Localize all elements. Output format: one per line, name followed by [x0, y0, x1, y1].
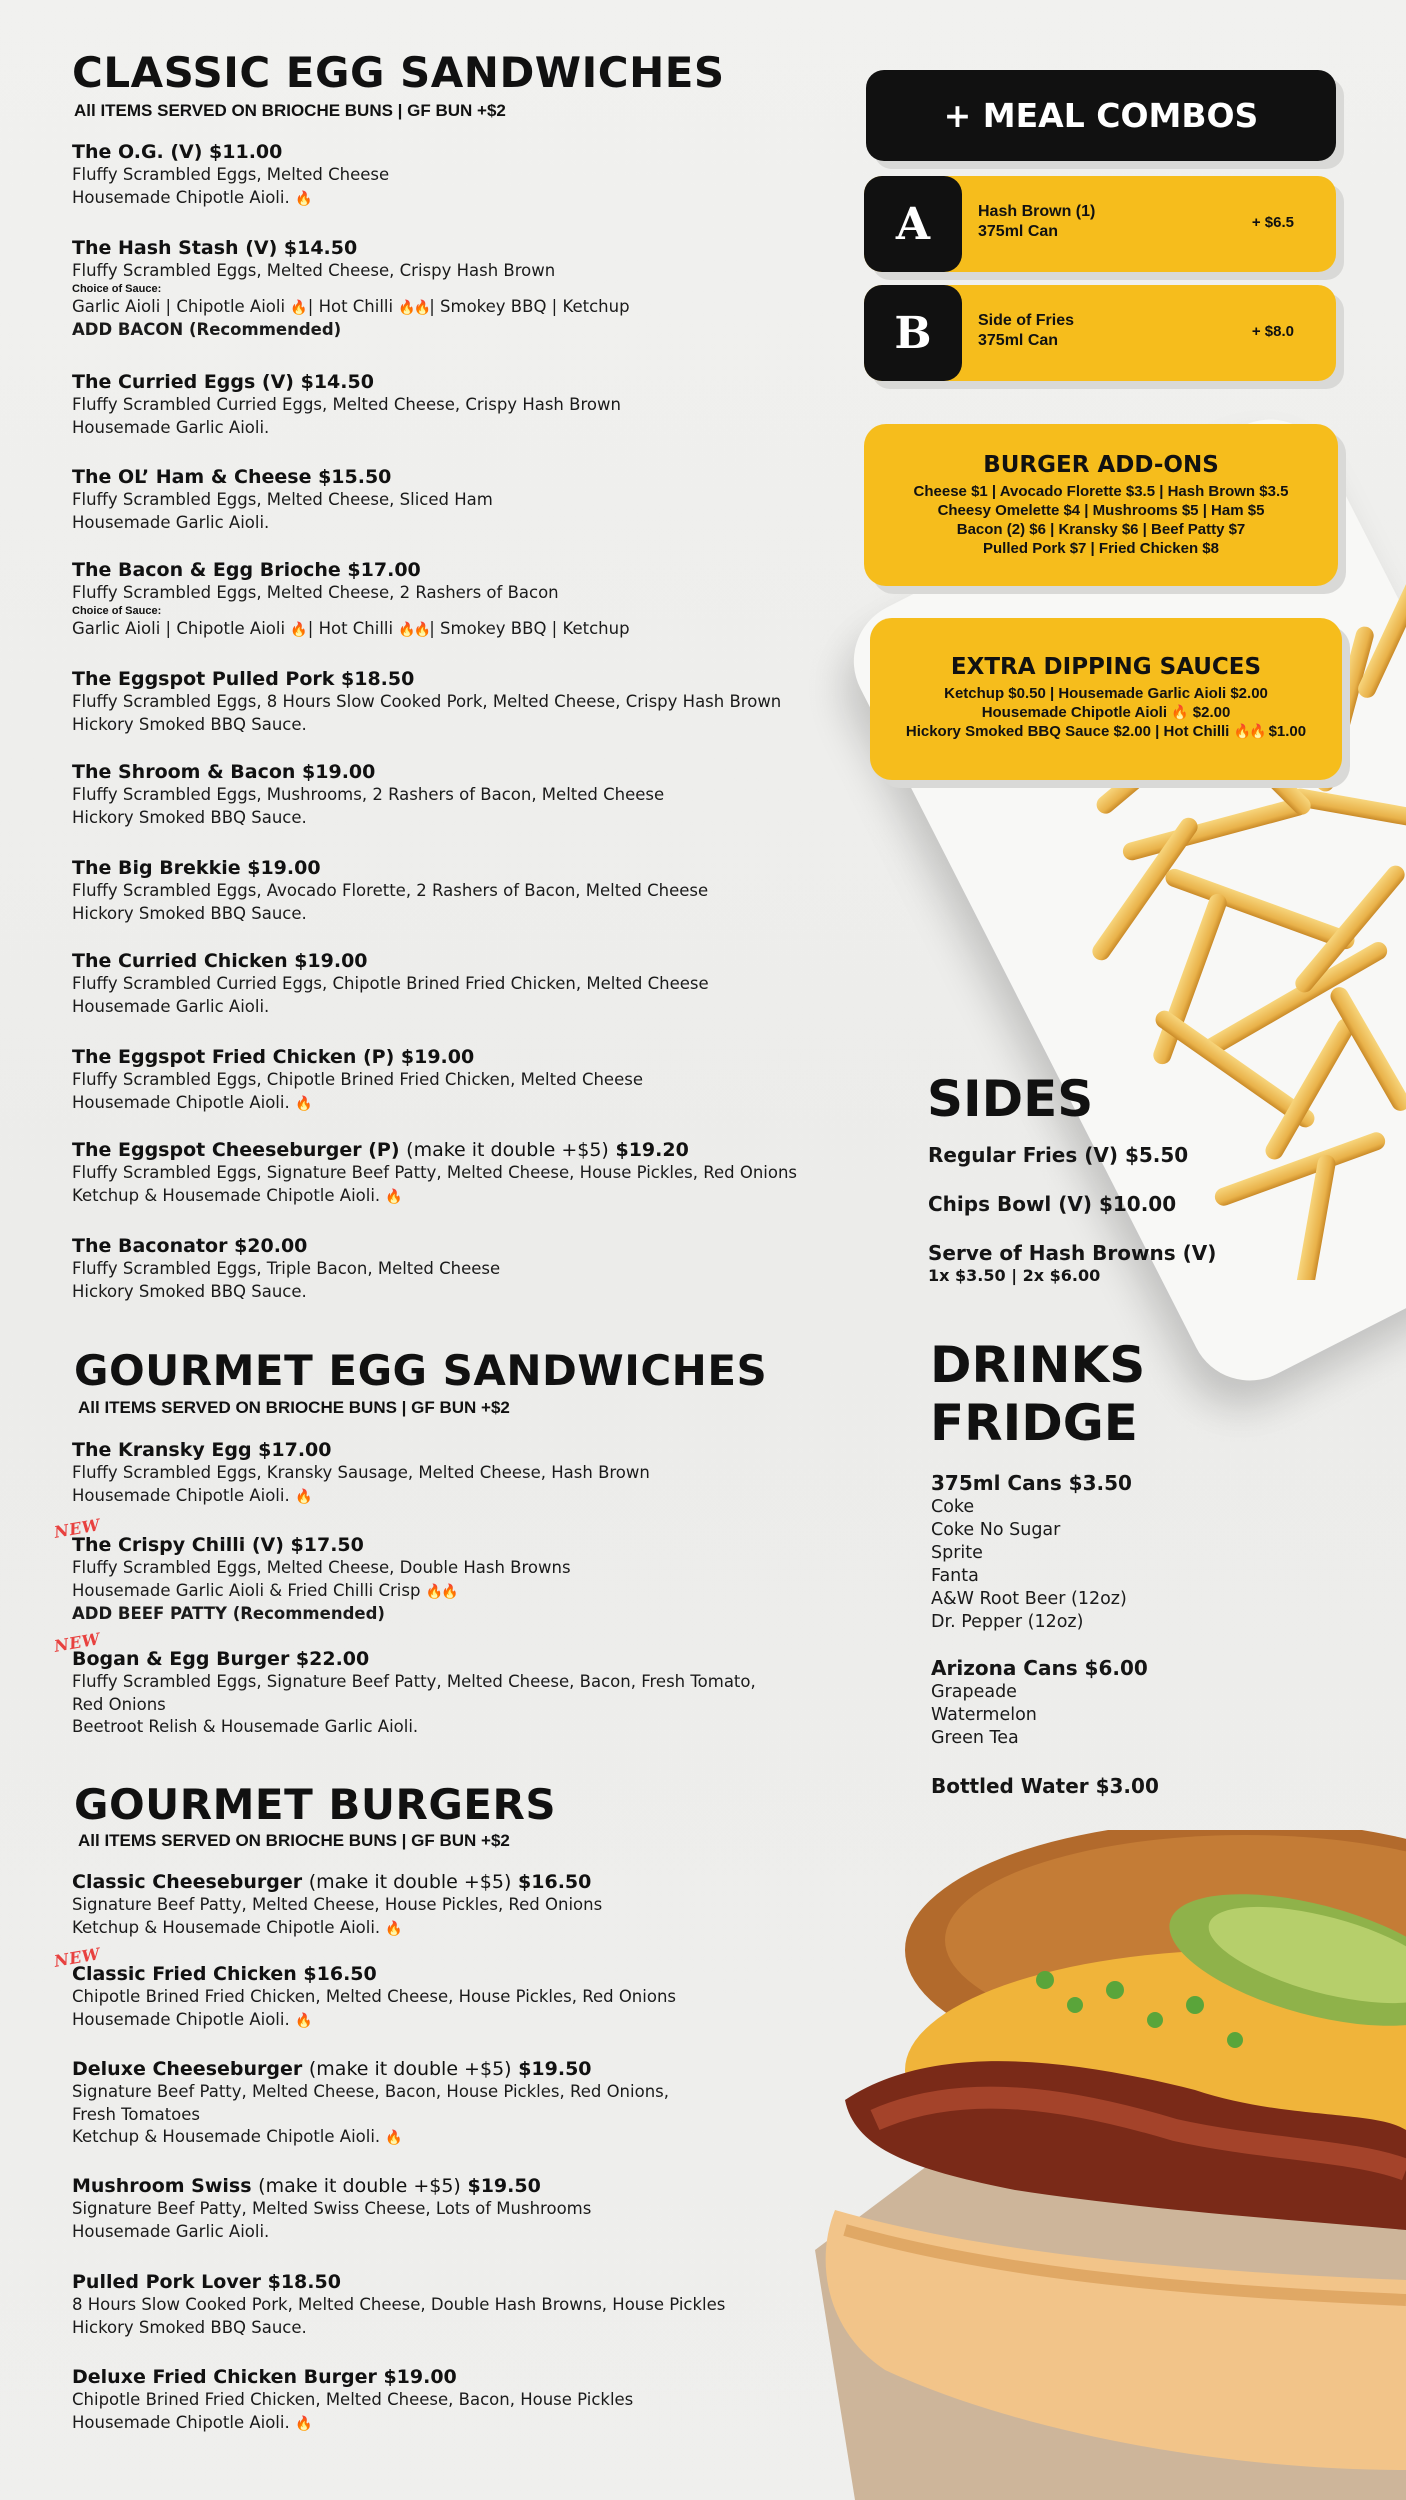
drink-group: Bottled Water $3.00 — [931, 1774, 1159, 1798]
side-item: Chips Bowl (V) $10.00 — [928, 1192, 1177, 1216]
flame-icon: 🔥 — [385, 1188, 403, 1205]
menu-item: The Hash Stash (V) $14.50 Fluffy Scrambled Eggs, Melted Cheese, Crispy Hash Brown Choice of Sauce: Garlic Aioli | Chipotle Aioli 🔥| Hot Chilli 🔥🔥| Smokey BBQ | Ketchup ADD BACON (Recommended) — [72, 237, 630, 339]
menu-item: The Curried Eggs (V) $14.50 Fluffy Scrambled Curried Eggs, Melted Cheese, Crispy Hash Brown Housemade Garlic Aioli. — [72, 371, 621, 437]
flame-icon: 🔥 — [290, 299, 308, 316]
chilli-icon: 🔥🔥 — [1233, 723, 1265, 739]
menu-item: Pulled Pork Lover $18.50 8 Hours Slow Cooked Pork, Melted Cheese, Double Hash Browns, House Pickles Hickory Smoked BBQ Sauce. — [72, 2271, 726, 2337]
flame-icon: 🔥 — [294, 2012, 313, 2029]
menu-item: The O.G. (V) $11.00 Fluffy Scrambled Eggs, Melted Cheese Housemade Chipotle Aioli. 🔥 — [72, 141, 390, 207]
combo-option-b[interactable]: B Side of Fries 375ml Can + $8.0 — [864, 285, 1336, 381]
chilli-icon: 🔥🔥 — [425, 1583, 457, 1600]
menu-item: The Eggspot Cheeseburger (P) (make it double +$5) $19.20 Fluffy Scrambled Eggs, Signature Beef Patty, Melted Cheese, House Pickles, Red Onions Ketchup & Housemade Chipotle Aioli. 🔥 — [72, 1139, 798, 1205]
menu-item: The Bacon & Egg Brioche $17.00 Fluffy Scrambled Eggs, Melted Cheese, 2 Rashers of Bacon Choice of Sauce: Garlic Aioli | Chipotle Aioli 🔥| Hot Chilli 🔥🔥| Smokey BBQ | Ketchup — [72, 559, 630, 638]
section-subtitle-classic: All ITEMS SERVED ON BRIOCHE BUNS | GF BUN +$2 — [74, 101, 506, 120]
flame-icon: 🔥 — [385, 2130, 403, 2146]
burger-addons-box: BURGER ADD-ONS Cheese $1 | Avocado Florette $3.5 | Hash Brown $3.5 Cheesy Omelette $4 | Mushrooms $5 | Ham $5 Bacon (2) $6 | Kransky $6 | Beef Patty $7 Pulled Pork $7 | Fried Chicken $8 — [864, 424, 1338, 586]
flame-icon: 🔥🔥 — [398, 299, 430, 316]
menu-item: The Big Brekkie $19.00 Fluffy Scrambled Eggs, Avocado Florette, 2 Rashers of Bacon, Melted Cheese Hickory Smoked BBQ Sauce. — [72, 857, 709, 923]
menu-item: NEW Classic Fried Chicken $16.50 Chipotle Brined Fried Chicken, Melted Cheese, House Pickles, Red Onions Housemade Chipotle Aioli. 🔥 — [52, 1944, 676, 2029]
side-item: Regular Fries (V) $5.50 — [928, 1143, 1189, 1167]
menu-item: The Eggspot Pulled Pork $18.50 Fluffy Scrambled Eggs, 8 Hours Slow Cooked Pork, Melted Cheese, Crispy Hash Brown Hickory Smoked BBQ Sauce. — [72, 668, 782, 734]
menu-item: Mushroom Swiss (make it double +$5) $19.50 Signature Beef Patty, Melted Swiss Cheese, Lots of Mushrooms Housemade Garlic Aioli. — [72, 2175, 592, 2241]
drink-group: 375ml Cans $3.50 Coke Coke No Sugar Sprite Fanta A&W Root Beer (12oz) Dr. Pepper (12oz) — [931, 1471, 1132, 1632]
addons-title: BURGER ADD-ONS — [983, 452, 1219, 478]
menu-item: NEW Bogan & Egg Burger $22.00 Fluffy Scrambled Eggs, Signature Beef Patty, Melted Cheese, Bacon, Fresh Tomato, Red Onions Beetroot Relish & Housemade Garlic Aioli. — [52, 1629, 756, 1736]
combo-letter-badge: A — [864, 176, 962, 272]
flame-icon: 🔥 — [294, 190, 313, 207]
combo-price: + $6.5 — [1251, 214, 1294, 231]
flame-icon: 🔥 — [385, 1920, 403, 1937]
menu-item: Classic Cheeseburger (make it double +$5) $16.50 Signature Beef Patty, Melted Cheese, House Pickles, Red Onions Ketchup & Housemade Chipotle Aioli. 🔥 — [72, 1871, 603, 1937]
sides-title: SIDES — [927, 1070, 1094, 1128]
combo-price: + $8.0 — [1251, 323, 1294, 340]
new-badge: NEW — [52, 1629, 102, 1656]
menu-item: Deluxe Fried Chicken Burger $19.00 Chipotle Brined Fried Chicken, Melted Cheese, Bacon, House Pickles Housemade Chipotle Aioli. 🔥 — [72, 2366, 634, 2432]
section-title-classic: CLASSIC EGG SANDWICHES — [72, 48, 725, 97]
new-badge: NEW — [52, 1944, 102, 1971]
burger-image — [815, 1830, 1406, 2500]
burger-illustration — [815, 1830, 1406, 2500]
menu-item: The Kransky Egg $17.00 Fluffy Scrambled Eggs, Kransky Sausage, Melted Cheese, Hash Brown Housemade Chipotle Aioli. 🔥 — [72, 1439, 650, 1505]
menu-item: The Baconator $20.00 Fluffy Scrambled Eggs, Triple Bacon, Melted Cheese Hickory Smoked BBQ Sauce. — [72, 1235, 501, 1301]
chilli-icon: 🔥 — [1171, 704, 1189, 720]
menu-item: The Shroom & Bacon $19.00 Fluffy Scrambled Eggs, Mushrooms, 2 Rashers of Bacon, Melted Cheese Hickory Smoked BBQ Sauce. — [72, 761, 665, 827]
section-title-burgers: GOURMET BURGERS — [74, 1780, 557, 1829]
menu-item: The OL’ Ham & Cheese $15.50 Fluffy Scrambled Eggs, Melted Cheese, Sliced Ham Housemade Garlic Aioli. — [72, 466, 493, 532]
combo-option-a[interactable]: A Hash Brown (1) 375ml Can + $6.5 — [864, 176, 1336, 272]
combo-letter-badge: B — [864, 285, 962, 381]
menu-item: NEW The Crispy Chilli (V) $17.50 Fluffy Scrambled Eggs, Melted Cheese, Double Hash Browns Housemade Garlic Aioli & Fried Chilli Crisp 🔥🔥 ADD BEEF PATTY (Recommended) — [52, 1515, 571, 1623]
menu-item: The Curried Chicken $19.00 Fluffy Scrambled Curried Eggs, Chipotle Brined Fried Chicken, Melted Cheese Housemade Garlic Aioli. — [72, 950, 709, 1016]
drinks-title: DRINKS FRIDGE — [930, 1336, 1146, 1452]
menu-item: The Eggspot Fried Chicken (P) $19.00 Fluffy Scrambled Eggs, Chipotle Brined Fried Chicken, Melted Cheese Housemade Chipotle Aioli. 🔥 — [72, 1046, 643, 1112]
drink-group: Arizona Cans $6.00 Grapeade Watermelon Green Tea — [931, 1656, 1148, 1748]
new-badge: NEW — [52, 1515, 102, 1542]
section-title-gourmet-egg: GOURMET EGG SANDWICHES — [74, 1346, 768, 1395]
flame-icon: 🔥 — [294, 1095, 313, 1112]
section-subtitle-burgers: All ITEMS SERVED ON BRIOCHE BUNS | GF BUN +$2 — [78, 1831, 510, 1850]
meal-combos-header: + MEAL COMBOS — [866, 70, 1336, 161]
sauces-title: EXTRA DIPPING SAUCES — [950, 654, 1262, 680]
section-subtitle-gourmet-egg: All ITEMS SERVED ON BRIOCHE BUNS | GF BUN +$2 — [78, 1398, 510, 1417]
dipping-sauces-box: EXTRA DIPPING SAUCES Ketchup $0.50 | Housemade Garlic Aioli $2.00 Housemade Chipotle Aioli 🔥 $2.00 Hickory Smoked BBQ Sauce $2.00 | Hot Chilli 🔥🔥 $1.00 — [870, 618, 1342, 780]
menu-item: Deluxe Cheeseburger (make it double +$5) $19.50 Signature Beef Patty, Melted Cheese, Bacon, House Pickles, Red Onions, Fresh Tomatoes Ketchup & Housemade Chipotle Aioli. 🔥 — [72, 2058, 669, 2146]
side-item: Serve of Hash Browns (V) 1x $3.50 | 2x $6.00 — [928, 1241, 1217, 1285]
flame-icon: 🔥🔥 — [398, 621, 430, 638]
flame-icon: 🔥 — [294, 2415, 313, 2432]
flame-icon: 🔥 — [290, 621, 308, 638]
flame-icon: 🔥 — [294, 1488, 313, 1505]
